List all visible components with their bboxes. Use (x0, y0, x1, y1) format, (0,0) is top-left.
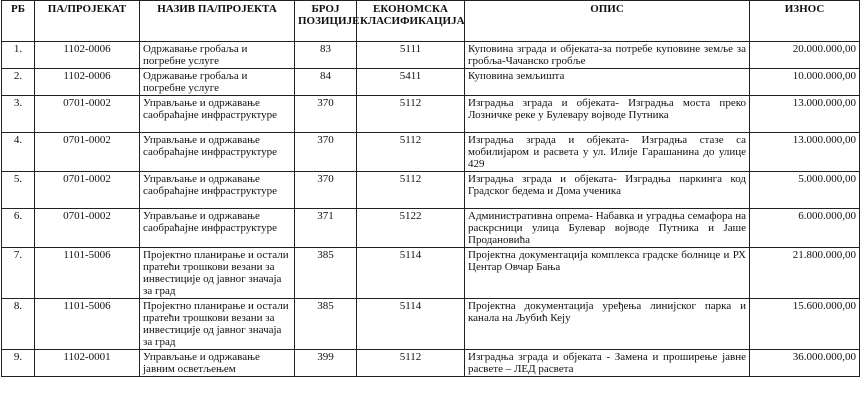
cell-econ: 5411 (357, 69, 465, 96)
table-row (2, 248, 860, 299)
cell-rb: 4. (2, 133, 35, 172)
cell-rb: 2. (2, 69, 35, 96)
cell-name: Управљање и одржавање саобраћајне инфраструктуре (140, 209, 295, 248)
cell-project: 0701-0002 (35, 172, 140, 209)
cell-amount: 21.800.000,00 (750, 248, 860, 299)
cell-econ: 5114 (357, 248, 465, 299)
cell-amount: 15.600.000,00 (750, 299, 860, 350)
cell-rb: 9. (2, 350, 35, 377)
cell-position: 385 (295, 248, 357, 299)
cell-amount: 6.000.000,00 (750, 209, 860, 248)
table-row (2, 350, 860, 377)
cell-rb: 5. (2, 172, 35, 209)
header-econ: ЕКОНОМСКА КЛАСИФИКАЦИЈА (357, 1, 465, 42)
table-row (2, 133, 860, 172)
cell-name: Одржавање гробаља и погребне услуге (140, 42, 295, 69)
table-row (2, 42, 860, 69)
cell-project: 1102-0006 (35, 42, 140, 69)
cell-position: 399 (295, 350, 357, 377)
cell-name: Управљање и одржавање јавним осветљењем (140, 350, 295, 377)
cell-econ: 5111 (357, 42, 465, 69)
cell-name: Управљање и одржавање саобраћајне инфраструктуре (140, 96, 295, 133)
cell-position: 370 (295, 133, 357, 172)
cell-rb: 6. (2, 209, 35, 248)
cell-project: 1101-5006 (35, 248, 140, 299)
cell-name: Одржавање гробаља и погребне услуге (140, 69, 295, 96)
cell-amount: 13.000.000,00 (750, 133, 860, 172)
header-name: НАЗИВ ПА/ПРОЈЕКТА (140, 1, 295, 42)
cell-position: 385 (295, 299, 357, 350)
cell-position: 370 (295, 96, 357, 133)
cell-desc: Изградња зграда и објеката- Изградња моста преко Лозничке реке у Булевару војводе Путника (465, 96, 750, 133)
cell-desc: Административна опрема- Набавка и уградња семафора на раскрсници улица Булевар војводе Путника и Јаше Продановића (465, 209, 750, 248)
cell-econ: 5112 (357, 172, 465, 209)
table-row (2, 209, 860, 248)
header-project: ПА/ПРОЈЕКАТ (35, 1, 140, 42)
cell-rb: 1. (2, 42, 35, 69)
table-row (2, 299, 860, 350)
table-row (2, 96, 860, 133)
cell-project: 1101-5006 (35, 299, 140, 350)
cell-name: Пројектно планирање и остали пратећи трошкови везани за инвестиције од јавног значаја за град (140, 248, 295, 299)
cell-name: Управљање и одржавање саобраћајне инфраструктуре (140, 133, 295, 172)
cell-name: Пројектно планирање и остали пратећи трошкови везани за инвестиције од јавног значаја за град (140, 299, 295, 350)
cell-rb: 7. (2, 248, 35, 299)
cell-amount: 20.000.000,00 (750, 42, 860, 69)
cell-desc: Пројектна документација комплекса градске болнице и РХ Центар Овчар Бања (465, 248, 750, 299)
cell-desc: Изградња зграда и објеката - Замена и проширење јавне расвете – ЛЕД расвета (465, 350, 750, 377)
header-position: БРОЈ ПОЗИЦИЈЕ (295, 1, 357, 42)
header-desc: ОПИС (465, 1, 750, 42)
header-rb: РБ (2, 1, 35, 42)
cell-project: 1102-0006 (35, 69, 140, 96)
cell-amount: 5.000.000,00 (750, 172, 860, 209)
table-row (2, 172, 860, 209)
cell-desc: Пројектна документација уређења линијског парка и канала на Љубић Кеју (465, 299, 750, 350)
cell-desc: Изградња зграда и објеката- Изградња паркинга код Градског бедема и Дома ученика (465, 172, 750, 209)
cell-position: 370 (295, 172, 357, 209)
header-row (2, 1, 860, 42)
cell-econ: 5112 (357, 96, 465, 133)
cell-rb: 8. (2, 299, 35, 350)
cell-position: 84 (295, 69, 357, 96)
cell-project: 1102-0001 (35, 350, 140, 377)
cell-project: 0701-0002 (35, 133, 140, 172)
cell-project: 0701-0002 (35, 209, 140, 248)
cell-desc: Куповина зграда и објеката-за потребе куповине земље за гробља-Чачанско гробље (465, 42, 750, 69)
cell-desc: Изградња зграда и објеката- Изградња стазе са мобилијаром и расвета у ул. Илије Гарашанина до улице 429 (465, 133, 750, 172)
cell-position: 371 (295, 209, 357, 248)
cell-econ: 5122 (357, 209, 465, 248)
cell-amount: 36.000.000,00 (750, 350, 860, 377)
cell-econ: 5114 (357, 299, 465, 350)
cell-rb: 3. (2, 96, 35, 133)
cell-econ: 5112 (357, 133, 465, 172)
cell-name: Управљање и одржавање саобраћајне инфраструктуре (140, 172, 295, 209)
cell-amount: 10.000.000,00 (750, 69, 860, 96)
header-amount: ИЗНОС (750, 1, 860, 42)
cell-position: 83 (295, 42, 357, 69)
investment-table (1, 0, 860, 377)
cell-project: 0701-0002 (35, 96, 140, 133)
cell-econ: 5112 (357, 350, 465, 377)
cell-amount: 13.000.000,00 (750, 96, 860, 133)
cell-desc: Куповина земљишта (465, 69, 750, 96)
table-row (2, 69, 860, 96)
